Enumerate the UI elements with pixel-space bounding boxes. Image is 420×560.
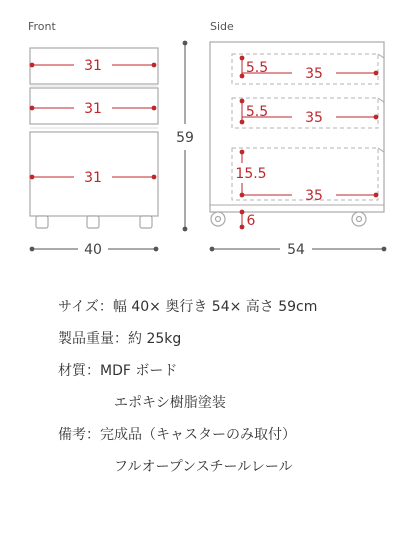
front-casters	[36, 216, 152, 228]
spec-weight	[58, 328, 181, 348]
side-depth-label-2: 35	[305, 110, 323, 126]
side-caster-dim	[240, 210, 256, 230]
side-casters	[211, 212, 366, 226]
side-height-label-2: 5.5	[245, 104, 269, 120]
front-total-width-label: 40	[84, 242, 102, 258]
spec-material-value-2: エポキシ樹脂塗装	[114, 395, 226, 411]
spec-size-key: サイズ：	[58, 299, 113, 315]
side-view	[210, 42, 387, 258]
side-depth-label-1: 35	[305, 66, 323, 82]
front-view	[30, 41, 194, 258]
side-height-label-1: 5.5	[245, 60, 269, 76]
side-total-depth	[210, 242, 387, 258]
side-cabinet	[210, 42, 384, 212]
spec-notes	[58, 424, 296, 444]
spec-size-value: 幅 40× 奥行き 54× 高さ 59cm	[112, 299, 318, 315]
side-height-label-3: 15.5	[235, 166, 267, 182]
side-depth-label-3: 35	[305, 188, 323, 204]
spec-size	[58, 296, 317, 316]
spec-notes-value-1: 完成品（キャスターのみ取付）	[100, 427, 296, 443]
spec-material	[58, 360, 177, 380]
spec-material-value-1: MDF ボード	[100, 363, 178, 379]
total-height-label: 59	[176, 130, 194, 146]
spec-weight-key: 製品重量：	[58, 331, 128, 347]
total-height	[176, 41, 194, 232]
front-view-label: Front	[28, 20, 56, 33]
side-view-label: Side	[210, 20, 234, 33]
front-total-width	[30, 242, 159, 258]
side-total-depth-label: 54	[287, 242, 305, 258]
front-dim-label-3: 31	[84, 170, 102, 186]
side-caster-label: 6	[246, 213, 256, 229]
spec-notes-key: 備考：	[58, 427, 100, 443]
spec-material-key: 材質：	[58, 363, 100, 379]
dimension-diagram	[0, 0, 420, 270]
spec-weight-value: 約 25kg	[128, 331, 182, 347]
spec-notes-value-2: フルオープンスチールレール	[114, 459, 293, 475]
front-dim-label-1: 31	[84, 58, 102, 74]
front-dim-label-2: 31	[84, 101, 102, 117]
